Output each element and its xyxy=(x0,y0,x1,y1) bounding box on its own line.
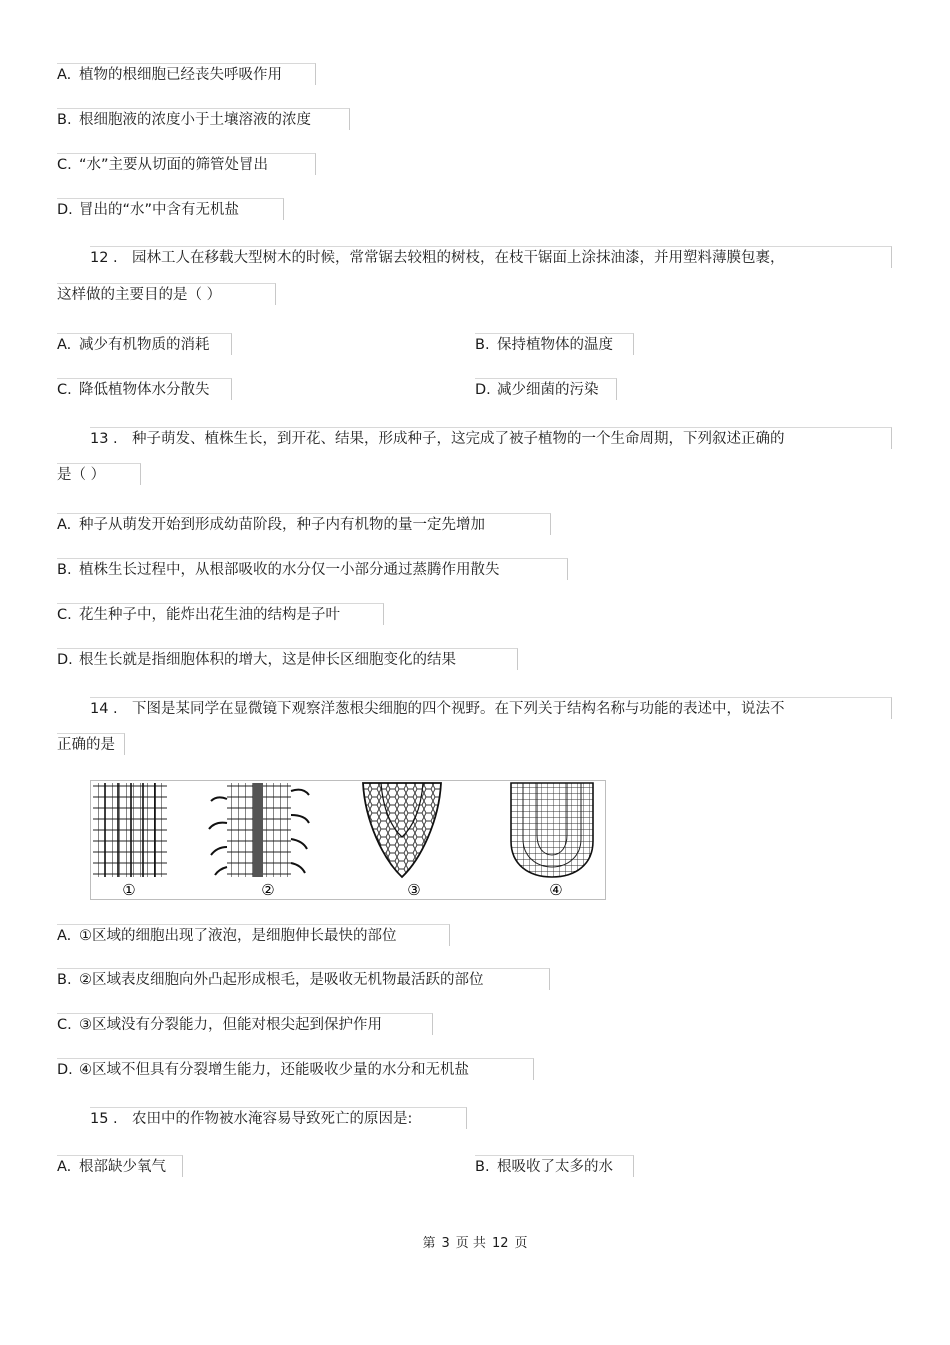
question-text: 农田中的作物被水淹容易导致死亡的原因是: xyxy=(132,1111,413,1127)
q12-option-d xyxy=(475,378,617,400)
figure-label-2: ② xyxy=(261,881,275,899)
footer-total-pages: 12 xyxy=(491,1236,509,1251)
option-text: 植物的根细胞已经丧失呼吸作用 xyxy=(79,67,282,83)
q12-stem-line2 xyxy=(57,283,276,305)
option-key: C. xyxy=(57,1017,72,1033)
option-key: B. xyxy=(57,112,72,128)
q12-option-c xyxy=(57,378,232,400)
option-key: A. xyxy=(57,67,72,83)
root-tip-illustration xyxy=(91,781,605,899)
footer-mid: 页 共 xyxy=(455,1236,486,1251)
panel-2-root-hair-zone xyxy=(209,783,309,877)
option-key: A. xyxy=(57,517,72,533)
panel-1-elongation-zone xyxy=(93,783,167,877)
figure-label-4: ④ xyxy=(549,881,563,899)
q13-option-a xyxy=(57,513,551,535)
option-key: C. xyxy=(57,382,72,398)
page-footer xyxy=(0,1236,950,1252)
option-key: B. xyxy=(475,1159,490,1175)
option-key: B. xyxy=(475,337,490,353)
q13-stem-line2 xyxy=(57,463,141,485)
q11-option-b xyxy=(57,108,350,130)
q14-stem-line2 xyxy=(57,733,125,755)
question-text: 种子萌发、植株生长，到开花、结果，形成种子，这完成了被子植物的一个生命周期，下列叙述正确的 xyxy=(132,431,785,447)
q15-option-a xyxy=(57,1155,183,1177)
q13-stem-line1 xyxy=(90,427,892,449)
option-key: A. xyxy=(57,1159,72,1175)
q11-option-a xyxy=(57,63,316,85)
question-text: 这样做的主要目的是（ ） xyxy=(57,287,222,303)
option-text: ④区域不但具有分裂增生能力，还能吸收少量的水分和无机盐 xyxy=(79,1062,469,1078)
option-text: ①区域的细胞出现了液泡，是细胞伸长最快的部位 xyxy=(79,928,397,944)
figure-label-3: ③ xyxy=(407,881,421,899)
option-key: D. xyxy=(57,202,73,218)
option-text: ③区域没有分裂能力，但能对根尖起到保护作用 xyxy=(79,1017,382,1033)
question-text: 正确的是 xyxy=(57,737,115,753)
q12-option-a xyxy=(57,333,232,355)
question-text: 是（ ） xyxy=(57,467,106,483)
option-text: 根细胞液的浓度小于土壤溶液的浓度 xyxy=(79,112,311,128)
option-key: D. xyxy=(57,1062,73,1078)
option-text: 根吸收了太多的水 xyxy=(497,1159,613,1175)
option-text: 减少有机物质的消耗 xyxy=(79,337,210,353)
q12-option-b xyxy=(475,333,634,355)
option-text: 减少细菌的污染 xyxy=(497,382,599,398)
q15-option-b xyxy=(475,1155,634,1177)
q14-option-c xyxy=(57,1013,433,1035)
footer-prefix: 第 xyxy=(422,1236,436,1251)
option-text: 种子从萌发开始到形成幼苗阶段，种子内有机物的量一定先增加 xyxy=(79,517,485,533)
q14-option-b xyxy=(57,968,550,990)
q13-option-c xyxy=(57,603,384,625)
panel-3-root-cap xyxy=(363,783,441,877)
option-text: 降低植物体水分散失 xyxy=(79,382,210,398)
q14-option-a xyxy=(57,924,450,946)
root-tip-figure xyxy=(90,780,606,900)
panel-4-meristem-zone xyxy=(511,783,593,877)
question-text: 园林工人在移载大型树木的时候，常常锯去较粗的树枝，在枝干锯面上涂抹油漆，并用塑料薄膜包裹， xyxy=(132,250,785,266)
footer-page-number: 3 xyxy=(441,1236,450,1251)
option-key: D. xyxy=(475,382,491,398)
q12-stem-line1 xyxy=(90,246,892,268)
footer-suffix: 页 xyxy=(514,1236,528,1251)
option-text: 冒出的“水”中含有无机盐 xyxy=(79,202,240,218)
option-text: 根部缺少氧气 xyxy=(79,1159,166,1175)
q14-stem-line1 xyxy=(90,697,892,719)
option-key: C. xyxy=(57,157,72,173)
question-number: 13 . xyxy=(90,431,118,447)
option-text: 根生长就是指细胞体积的增大，这是伸长区细胞变化的结果 xyxy=(79,652,456,668)
q11-option-d xyxy=(57,198,284,220)
question-number: 14 . xyxy=(90,701,118,717)
q13-option-d xyxy=(57,648,518,670)
q13-option-b xyxy=(57,558,568,580)
option-text: 保持植物体的温度 xyxy=(497,337,613,353)
option-text: 植株生长过程中，从根部吸收的水分仅一小部分通过蒸腾作用散失 xyxy=(79,562,500,578)
figure-label-1: ① xyxy=(122,881,136,899)
option-key: A. xyxy=(57,928,72,944)
option-text: 花生种子中，能炸出花生油的结构是子叶 xyxy=(79,607,340,623)
option-text: ②区域表皮细胞向外凸起形成根毛，是吸收无机物最活跃的部位 xyxy=(79,972,484,988)
question-number: 15 . xyxy=(90,1111,118,1127)
question-text: 下图是某同学在显微镜下观察洋葱根尖细胞的四个视野。在下列关于结构名称与功能的表述中，说法不 xyxy=(132,701,785,717)
option-key: D. xyxy=(57,652,73,668)
option-text: “水”主要从切面的筛管处冒出 xyxy=(79,157,269,173)
q11-option-c xyxy=(57,153,316,175)
question-number: 12 . xyxy=(90,250,118,266)
option-key: A. xyxy=(57,337,72,353)
option-key: B. xyxy=(57,562,72,578)
option-key: B. xyxy=(57,972,72,988)
option-key: C. xyxy=(57,607,72,623)
q14-option-d xyxy=(57,1058,534,1080)
q15-stem xyxy=(90,1107,467,1129)
